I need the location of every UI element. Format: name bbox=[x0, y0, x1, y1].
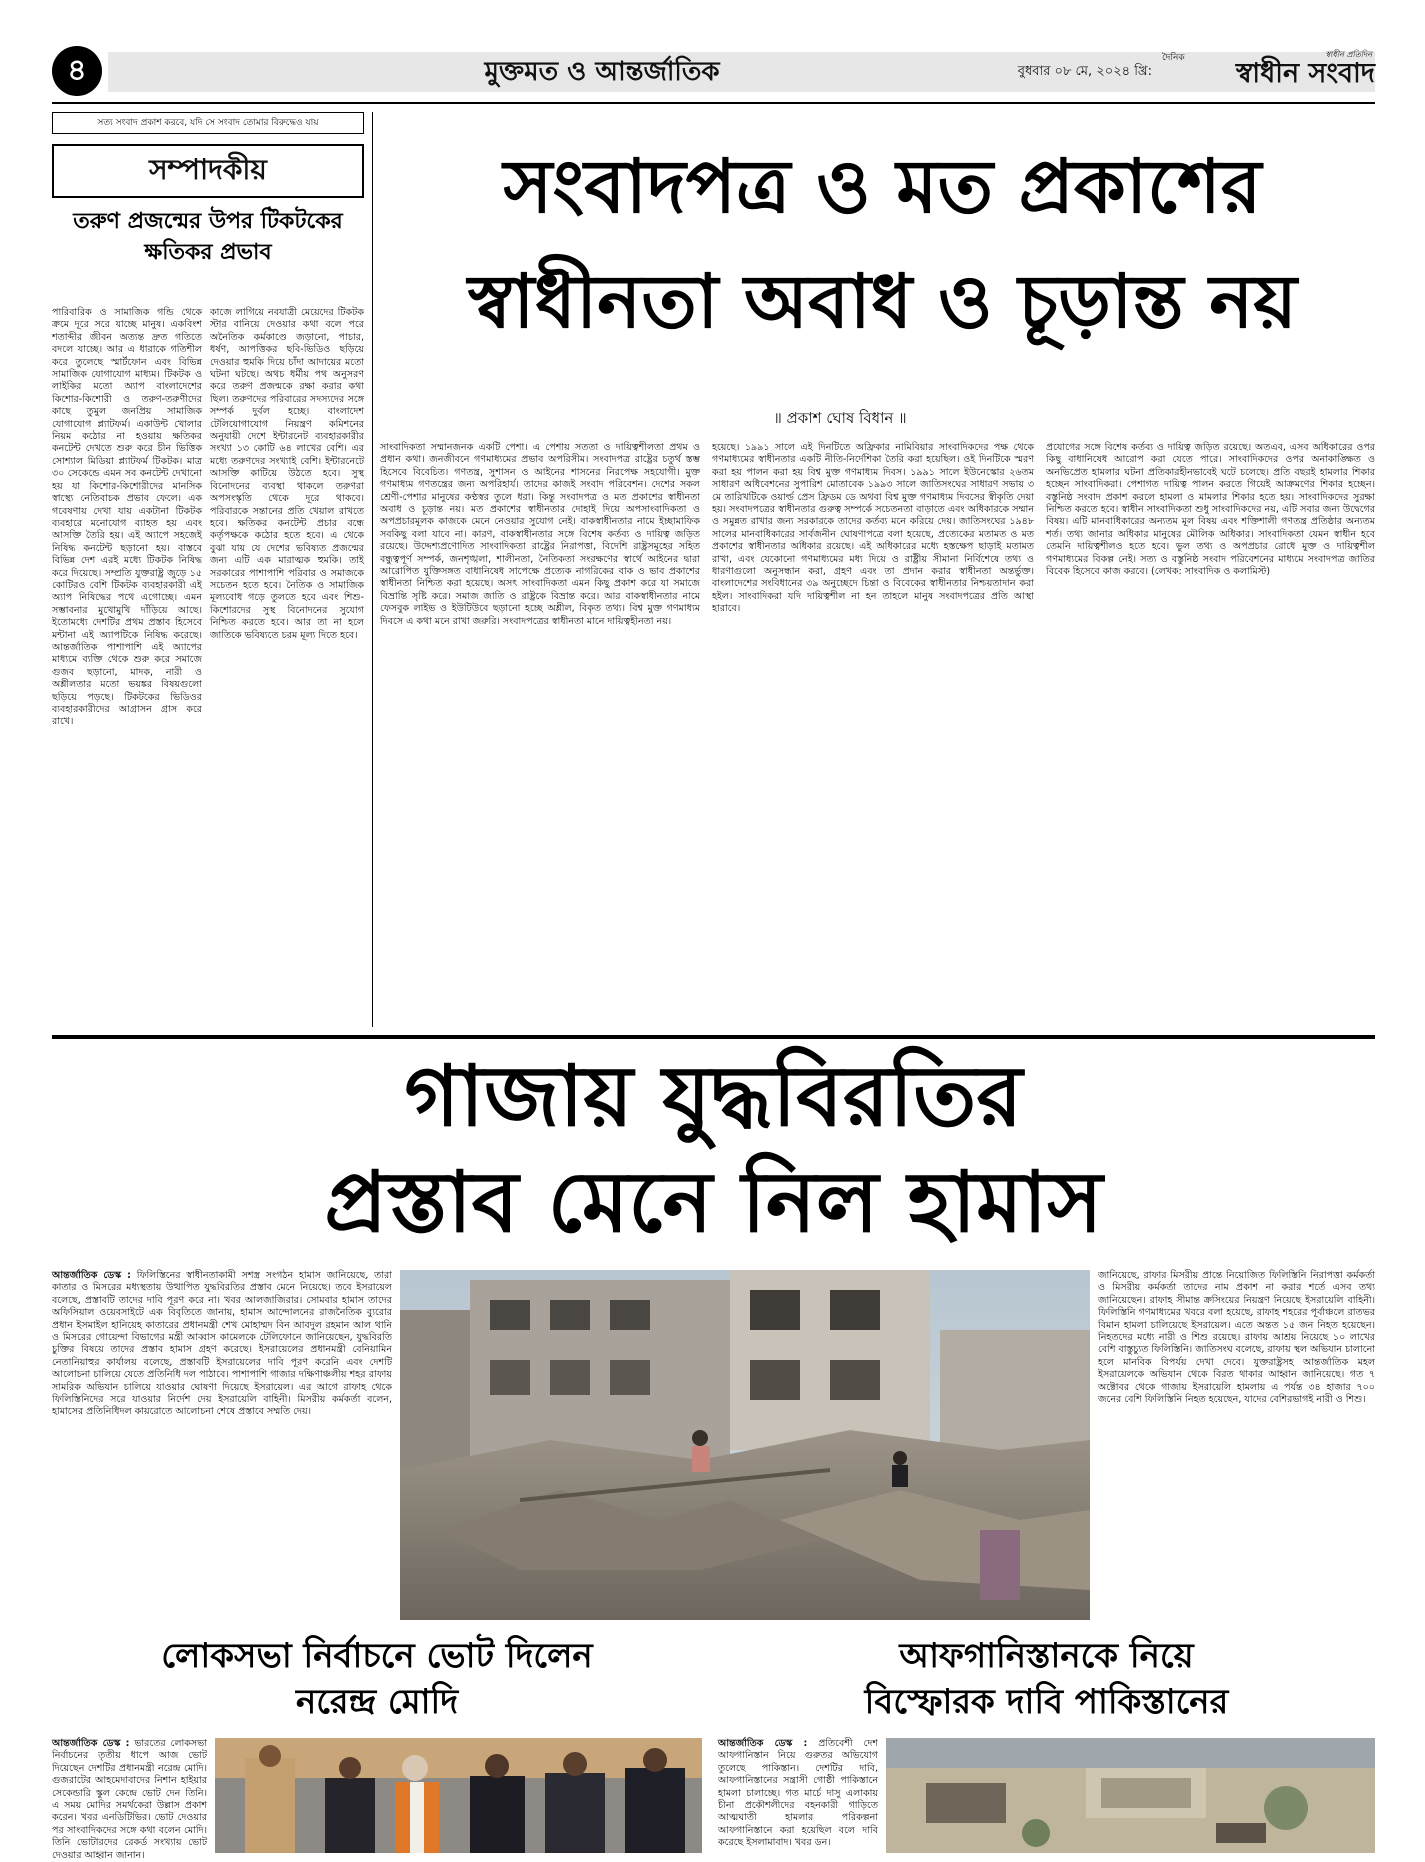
afghan-col1: প্রতিবেশী দেশ আফগানিস্তান নিয়ে গুরুতর অভিযোগ তুলেছে পাকিস্তান। দেশটির দাবি, আফগানিস্তানের সন্ত্রাসী গোষ্ঠী পাকিস্তানে হামলা চালাচ্ছে। গত মার্চে দাসু এলাকায় চীনা প্রকৌশলীদের বহনকারী গাড়িতে আত্মঘাতী হামলার পরিকল্পনা আফগানিস্তানে করা হয়েছিল বলে দাবি করেছে ইসলামাবাদ। খবর ডন। bbox=[718, 1738, 879, 1849]
editorial-col1: পারিবারিক ও সামাজিক গন্ডি থেকে ক্রমে দূরে সরে যাচ্ছে মানুষ। একবিংশ শতাব্দীর জীবন অত্যন্ত দ্রুত গতিতে বদলে যাচ্ছে। আর এ ধারাকে গতিশীল করে তুলেছে স্মার্টফোন এবং বিভিন্ন সামাজিক যোগাযোগ মাধ্যম। টিকটক ও লাইকির মতো অ্যাপ বাংলাদেশের কিশোর-কিশোরী ও তরুণ-তরুণীদের কাছে তুমুল জনপ্রিয় সামাজিক যোগাযোগ প্ল্যাটফর্ম। একাউন্ট খোলার নিয়ম কঠোর না হওয়ায় ক্ষতিকর কনটেন্ট দেখতে শুরু করে চীন ভিত্তিক সোশ্যাল মিডিয়া প্ল্যাটফর্ম টিকটক। মাত্র ৩০ সেকেন্ডে এমন সব কনটেন্ট দেখানো হয় যা কিশোর-কিশোরীদের মানসিক স্বাস্থ্যে নেতিবাচক প্রভাব ফেলে। এক গবেষণায় দেখা যায় একটানা টিকটক ব্যবহারে মনোযোগ ব্যাহত হয় এবং আসক্তি তৈরি হয়। এই অ্যাপে সহজেই নিষিদ্ধ কনটেন্ট ছড়ানো হয়। বাস্তবে বিভিন্ন দেশ এরই মধ্যে টিকটক নিষিদ্ধ করে দিয়েছে। সম্প্রতি যুক্তরাষ্ট্র জুড়ে ১৫ কোটিরও বেশি টিকটক ব্যবহারকারী এই অ্যাপ নিষিদ্ধের পথে এগোচ্ছে। এমন সম্ভাবনার মুখোমুখি দাঁড়িয়ে আছে। ইতোমধ্যে দেশটির প্রথম প্রস্তাব হিসেবে মন্টানা এই অ্যাপটিকে নিষিদ্ধ করেছে। আন্তর্জাতিক পাশাপাশি এই অ্যাপের মাধ্যমে ব্যক্তি থেকে শুরু করে সমাজে গুজব ছড়ানো, মাদক, নারী ও অশ্লীলতার মতো ভয়ঙ্কর বিষয়গুলো ছড়িয়ে পড়ছে। টিকটকের ভিডিওর ব্যবহারকারীদের আগ্রাসন গ্রাস করে রাখে। bbox=[52, 307, 202, 728]
motto-text: সত্য সংবাদ প্রকাশ করবে, যদি সে সংবাদ তোমার বিরুদ্ধেও যায় bbox=[97, 118, 319, 128]
opinion-col3: প্রযোগের সঙ্গে বিশেষ কর্তব্য ও দায়িত্ব জড়িত রয়েছে। অতএব, এসব অধিকারের ওপর কিছু বাধানিষেধ আরোপ করা যেতে পারে। সাংবাদিকদের ওপর অনাকাঙ্ক্ষিত ও অনভিপ্রেত হামলার ঘটনা প্রতিকারহীনভাবেই ঘটে চলেছে। প্রতি বছরই হামলার শিকার হচ্ছেন সাংবাদিকরা। পেশাগত দায়িত্ব পালন করতে গিয়েই আক্রমণের শিকার হচ্ছেন। বস্তুনিষ্ঠ সংবাদ প্রকাশ করলে হামলা ও মামলার শিকার হতে হয়। সাংবাদিকদের সুরক্ষা নিশ্চিত করতে হবে। স্বাধীন সাংবাদিকতা শুধু সাংবাদিকদের নয়, এটি সবার জন্য উদ্বেগের বিষয়। এটি মানবাধিকারের অন্যতম মূল বিষয় এবং শক্তিশালী গণতন্ত্র প্রতিষ্ঠার অন্যতম শর্ত। তথ্য জানার অধিকার মানুষের মৌলিক অধিকার। সাংবাদিকতা যেমন স্বাধীন হবে তেমনি দায়িত্বশীলও হতে হবে। ভুল তথ্য ও অপপ্রচার রোধে মুক্ত ও দায়িত্বশীল গণমাধ্যমের বিকল্প নেই। সত্য ও বস্তুনিষ্ঠ সংবাদ পরিবেশনের মাধ্যমে সংবাদপত্র জাতির বিবেক হিসেবে কাজ করবে। (লেখক: সাংবাদিক ও কলামিস্ট) bbox=[1046, 442, 1375, 578]
afghan-headline-1: আফগানিস্তানকে নিয়ে bbox=[899, 1636, 1194, 1676]
modi-headline-1: লোকসভা নির্বাচনে ভোট দিলেন bbox=[161, 1636, 593, 1676]
opinion-col1: সাংবাদিকতা সম্মানজনক একটি পেশা। এ পেশায় সততা ও দায়িত্বশীলতা প্রথম ও প্রধান কথা। জনজীবনে গণমাধ্যমের প্রভাব অপরিসীম। সংবাদপত্র রাষ্ট্রের চতুর্থ স্তম্ভ হিসেবে বিবেচিত। গণতন্ত্র, সুশাসন ও আইনের শাসনের নিরপেক্ষ সহযোগী। মুক্ত গণমাধ্যম গণতন্ত্রের জন্য অপরিহার্য। তাদের কাজই সংবাদ পরিবেশন। দেশের সকল শ্রেণী-পেশার মানুষের কণ্ঠস্বর তুলে ধরা। কিন্তু সংবাদপত্র ও মত প্রকাশের স্বাধীনতা অবাধ ও চূড়ান্ত নয়। মত প্রকাশের স্বাধীনতার দোহাই দিয়ে অপসাংবাদিকতা ও অপপ্রচারমূলক কাজকে মেনে নেওয়ার সুযোগ নেই। বাকস্বাধীনতার নামে ইচ্ছামাফিক সবকিছু বলা যাবে না। কারণ, বাকস্বাধীনতার সঙ্গে বিশেষ কর্তব্য ও দায়িত্ব জড়িত রয়েছে। উদ্দেশ্যপ্রণোদিত সাংবাদিকতা রাষ্ট্রের নিরাপত্তা, বিদেশি রাষ্ট্রসমূহের সহিত বন্ধুত্বপূর্ণ সম্পর্ক, জনশৃঙ্খলা, শালীনতা, নৈতিকতা সংরক্ষণের স্বার্থে আইনের দ্বারা আরোপিত যুক্তিসঙ্গত বাধানিষেধ সাপেক্ষে প্রত্যেক নাগরিকের বাক ও ভাব প্রকাশের স্বাধীনতা নিশ্চিত করা হয়েছে। অসৎ সাংবাদিকতা এমন কিছু প্রকাশ করে যা সমাজে বিভ্রান্তি সৃষ্টি করে। সমাজ জাতি ও রাষ্ট্রকে বিভ্রান্ত করে। আর বাকস্বাধীনতার নামে ফেসবুক লাইভ ও ইউটিউবে ছড়ানো হচ্ছে অশ্লীল, বিকৃত তথ্য। বিশ্ব মুক্ত গণমাধ্যম দিবসে এ কথা মনে রাখা জরুরি। সংবাদপত্রের স্বাধীনতা মানে দায়িত্বহীনতা নয়। bbox=[380, 442, 700, 627]
afghan-dateline: আন্তর্জাতিক ডেস্ক : bbox=[718, 1738, 808, 1749]
modi-crowd-image bbox=[215, 1738, 702, 1853]
gaza-headline-1: গাজায় যুদ্ধবিরতির bbox=[404, 1047, 1023, 1145]
opinion-headline-1: সংবাদপত্র ও মত প্রকাশের bbox=[503, 144, 1262, 230]
afghan-aerial-image bbox=[886, 1738, 1375, 1853]
opinion-col2: হয়েছে। ১৯৯১ সালে এই দিনটিতে অফ্রিকার নামিবিয়ার সাংবাদিকদের পক্ষ থেকে গণমাধ্যমের স্বাধীনতার একটি নীতি-নির্দেশিকা তৈরি করা হয়েছিল। ওই দিনটিকে স্মরণ করা হয় পালন করা হয় বিশ্ব মুক্ত গণমাধ্যম দিবস। ১৯৯১ সালে ইউনেস্কোর ২৬তম সাধারণ অধিবেশনের সুপারিশ মোতাবেক ১৯৯৩ সালে জাতিসংঘের সাধারণ সভায় ৩ মে তারিখটিকে ওয়ার্ল্ড প্রেস ফ্রিডম ডে অথবা বিশ্ব মুক্ত গণমাধ্যম দিবসের স্বীকৃতি দেয়া হয়। সংবাদপত্রের স্বাধীনতার গুরুত্ব সম্পর্কে সচেতনতা বাড়াতে এবং অধিকারকে সম্মান ও সমুন্নত রাখার জন্য সরকারকে তাদের কর্তব্য মনে করিয়ে দেয়। জাতিসংঘের ১৯৪৮ সালের মানবাধিকারের সার্বজনীন ঘোষণাপত্রে বলা হয়েছে, প্রত্যেকের মতামত ও মত প্রকাশের স্বাধীনতার অধিকার রয়েছে। এই অধিকারের মধ্যে হস্তক্ষেপ ছাড়াই মতামত রাখা, এবং যেকোনো গণমাধ্যমের মধ্য দিয়ে ও রাষ্ট্রীয় সীমানা নির্বিশেষে তথ্য ও ধারণাগুলো অনুসন্ধান করা, গ্রহণ এবং তা প্রদান করার স্বাধীনতা অন্তর্ভুক্ত। বাংলাদেশের সংবিধানের ৩৯ অনুচ্ছেদে চিন্তা ও বিবেকের স্বাধীনতার নিশ্চয়তাদান করা হইল। সাংবাদিকরা যদি দায়িত্বশীল না হন তাহলে মানুষ সংবাদপত্রের প্রতি আস্থা হারাবে। bbox=[712, 442, 1034, 615]
editorial-col2: কাজে লাগিয়ে নবযাত্রী মেয়েদের টিকটক স্টার বানিয়ে দেওয়ার কথা বলে পরে অনৈতিক কর্মকাণ্ডে জড়ানো, পাচার, ধর্ষণ, আপত্তিকর ছবি-ভিডিও ছড়িয়ে দেওয়ার হুমকি দিয়ে চাঁদা আদায়ের মতো ঘটনা ঘটছে। অথচ ধর্মীয় পথ অনুসরণ করে তরুণ প্রজন্মকে রক্ষা করার কথা ছিল। তরুণদের পরিবারের সদস্যদের সঙ্গে সম্পর্ক দুর্বল হচ্ছে। বাংলাদেশ টেলিযোগাযোগ নিয়ন্ত্রণ কমিশনের অনুযায়ী দেশে ইন্টারনেট ব্যবহারকারীর সংখ্যা ১৩ কোটি ৬৪ লাখের বেশি। এর মধ্যে তরুণদের সংখ্যাই বেশি। ইন্টারনেটে আসক্তি কাটিয়ে উঠতে হবে। সুস্থ বিনোদনের ব্যবস্থা থাকলে তরুণরা অপসংস্কৃতি থেকে দূরে থাকবে। পরিবারকে সন্তানের প্রতি খেয়াল রাখতে হবে। ক্ষতিকর কনটেন্ট প্রচার বন্ধে কর্তৃপক্ষকে কঠোর হতে হবে। এ থেকে বুঝা যায় যে দেশের ভবিষ্যত প্রজন্মের জন্য এটি এক মারাত্মক হুমকি। তাই সরকারের পাশাপাশি পরিবার ও সমাজকে সচেতন হতে হবে। নৈতিক ও সামাজিক মূল্যবোধ গড়ে তুলতে হবে এবং শিশু-কিশোরদের সুস্থ বিনোদনের সুযোগ নিশ্চিত করতে হবে। আর তা না হলে জাতিকে ভবিষ্যতে চরম মূল্য দিতে হবে। bbox=[210, 307, 364, 641]
modi-headline-2: নরেন্দ্র মোদি bbox=[295, 1682, 459, 1722]
editorial-label-box bbox=[52, 144, 364, 198]
masthead-title: স্বাধীন সংবাদ bbox=[1235, 58, 1375, 89]
header-rule bbox=[52, 102, 1375, 104]
gaza-headline-2: প্রস্তাব মেনে নিল হামাস bbox=[324, 1153, 1103, 1251]
masthead-small: দৈনিক bbox=[1162, 53, 1185, 63]
opinion-headline-2: স্বাধীনতা অবাধ ও চূড়ান্ত নয় bbox=[467, 259, 1297, 345]
modi-col1-wrap bbox=[52, 1738, 207, 1861]
issue-date: বুধবার ০৮ মে, ২০২৪ খ্রি: bbox=[1017, 64, 1152, 79]
afghan-col1-wrap bbox=[718, 1738, 878, 1853]
gaza-col1: ফিলিস্তিনের স্বাধীনতাকামী সশস্ত্র সংগঠন হামাস জানিয়েছে, তারা কাতার ও মিসরের মধ্যস্থতায় উত্থাপিত যুদ্ধবিরতির প্রস্তাব মেনে নিয়েছে। তবে ইসরায়েল বলেছে, প্রস্তাবটি তাদের দাবি পূরণ করে না। খবর আলজাজিরার। সোমবার হামাস তাদের অফিসিয়াল ওয়েবসাইটে এক বিবৃতিতে জানায়, হামাস আন্দোলনের রাজনৈতিক ব্যুরোর প্রধান ইসমাইল হানিয়েহ কাতারের প্রধানমন্ত্রী শেখ মোহাম্মদ বিন আবদুল রহমান আল থানি ও মিসরের গোয়েন্দা বিভাগের মন্ত্রী আব্বাস কামেলকে টেলিফোনে জানিয়েছেন, যুদ্ধবিরতি চুক্তির বিষয়ে তাদের প্রস্তাব হামাস গ্রহণ করেছে। ইসরায়েলের প্রধানমন্ত্রী বেনিয়ামিন নেতানিয়াহুর কার্যালয় বলেছে, প্রস্তাবটি ইসরায়েলের দাবি পূরণ করেনি এবং দেশটি আলোচনা চালিয়ে যেতে প্রতিনিধি দল পাঠাবে। পাশাপাশি গাজার দক্ষিণাঞ্চলীয় শহর রাফায় সামরিক অভিযান চালিয়ে যাওয়ার ঘোষণা দিয়েছে ইসরায়েল। এর আগে রাফাহ থেকে ফিলিস্তিনিদের সরে যাওয়ার নির্দেশ দেয় ইসরায়েলি বাহিনী। মিসরীয় কর্মকর্তা বলেন, হামাসের প্রতিনিধিদল কায়রোতে আলোচনা শেষে প্রস্তাবে সম্মতি দেয়। bbox=[52, 1270, 393, 1418]
afghan-photo bbox=[886, 1738, 1375, 1853]
editorial-title: তরুণ প্রজন্মের উপর টিকটকের ক্ষতিকর প্রভাব bbox=[73, 209, 343, 265]
masthead-tag: স্বাধীন প্রতিদিন bbox=[1325, 50, 1372, 59]
modi-dateline: আন্তর্জাতিক ডেস্ক : bbox=[52, 1738, 130, 1749]
editorial-divider bbox=[372, 112, 373, 1027]
gaza-col1-wrap bbox=[52, 1270, 392, 1620]
page-header bbox=[52, 46, 1375, 96]
modi-col1: ভারতের লোকসভা নির্বাচনের তৃতীয় ধাপে আজ ভোট দিয়েছেন দেশটির প্রধানমন্ত্রী নরেন্দ্র মোদি। গুজরাটের আহমেদাবাদের নিশান হাইয়ার সেকেন্ডারি স্কুল কেন্দ্রে ভোট দেন তিনি। এ সময় মোদির সমর্থকেরা উল্লাস প্রকাশ করেন। খবর এনডিটিভির। ভোট দেওয়ার পর সাংবাদিকদের সঙ্গে কথা বলেন মোদি। তিনি ভোটারদের রেকর্ড সংখ্যায় ভোট দেওয়ার আহ্বান জানান। bbox=[52, 1738, 207, 1861]
modi-photo bbox=[215, 1738, 702, 1853]
gaza-dateline: আন্তর্জাতিক ডেস্ক : bbox=[52, 1270, 131, 1281]
opinion-byline: ॥ প্রকাশ ঘোষ বিধান ॥ bbox=[773, 409, 907, 427]
gaza-col2: জানিয়েছে, রাফার মিসরীয় প্রান্তে নিয়োজিত ফিলিস্তিনি নিরাপত্তা কর্মকর্তা ও মিসরীয় কর্মকর্তা তাদের নাম প্রকাশ না করার শর্তে এসব তথ্য জানিয়েছেন। রাফাহ সীমান্ত ক্রসিংয়ের নিয়ন্ত্রণ নিয়েছে ইসরায়েলি বাহিনী। ফিলিস্তিনি গণমাধ্যমের খবরে বলা হয়েছে, রাফাহ শহরের পূর্বাঞ্চলে রাতভর বিমান হামলা চালিয়েছে ইসরায়েল। এতে অন্তত ১৫ জন নিহত হয়েছেন। নিহতদের মধ্যে নারী ও শিশু রয়েছে। রাফায় আশ্রয় নিয়েছে ১০ লাখের বেশি বাস্তুচ্যুত ফিলিস্তিনি। জাতিসংঘ বলেছে, রাফায় স্থল অভিযান চালানো হলে মানবিক বিপর্যয় দেখা দেবে। যুক্তরাষ্ট্রসহ আন্তর্জাতিক মহল ইসরায়েলকে অভিযান থেকে বিরত থাকার আহ্বান জানিয়েছে। গত ৭ অক্টোবর থেকে গাজায় ইসরায়েলি হামলায় এ পর্যন্ত ৩৪ হাজার ৭০০ জনের বেশি ফিলিস্তিনি নিহত হয়েছেন, যাদের বেশিরভাগই নারী ও শিশু। bbox=[1098, 1270, 1375, 1406]
editorial-label: সম্পাদকীয় bbox=[149, 152, 267, 186]
page-number-badge bbox=[52, 46, 102, 96]
motto-box bbox=[52, 112, 364, 134]
section-separator bbox=[52, 1035, 1375, 1039]
gaza-photo bbox=[400, 1270, 1090, 1620]
afghan-headline-2: বিস্ফোরক দাবি পাকিস্তানের bbox=[864, 1682, 1229, 1722]
page-number: ৪ bbox=[67, 52, 87, 88]
section-title: মুক্তমত ও আন্তর্জাতিক bbox=[484, 57, 720, 87]
gaza-rubble-image bbox=[400, 1270, 1090, 1620]
